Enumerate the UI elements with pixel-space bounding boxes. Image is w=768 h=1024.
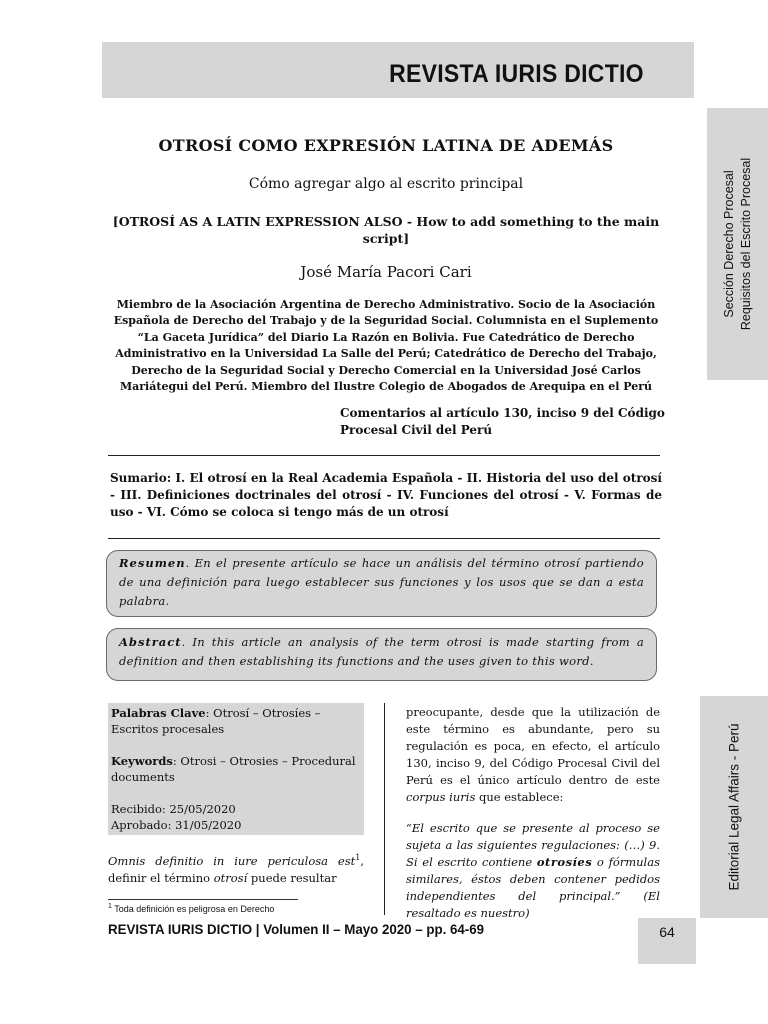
footnote-rule [108, 899, 298, 900]
legal-quote [406, 820, 660, 922]
right-column-text [406, 704, 660, 806]
side-tab-publisher-label: Editorial Legal Affairs - Perú [726, 723, 742, 891]
footer-journal: REVISTA IURIS DICTIO [108, 921, 253, 937]
page-number-box [638, 918, 696, 964]
summary-top-rule [108, 455, 660, 456]
quote-text-a: “El escrito que se presente al proceso se sujeta a las siguientes regulaciones: (…) 9. Si el escrito contiene [406, 821, 660, 869]
journal-title: REVISTA IURIS DICTIO [389, 60, 644, 88]
abstract-text: . In this article an analysis of the term otrosi is made starting from a definition and then establishing its functions and the uses given to this word. [119, 635, 644, 668]
quote-text-b: o fórmulas similares, éstos deben contener pedidos independientes del principal.” (El resaltado es nuestro) [406, 855, 660, 920]
corpus-iuris: corpus iuris [406, 790, 476, 804]
abstract-box [106, 628, 657, 681]
summary-bottom-rule [108, 538, 660, 539]
author-name: José María Pacori Cari [300, 263, 472, 281]
header-band [102, 42, 694, 98]
palabras-clave [111, 705, 361, 737]
side-tab-section [707, 108, 768, 380]
footnote-number: 1 [108, 903, 112, 910]
side-tab-section-line2: Requisitos del Escrito Procesal [738, 157, 753, 331]
column-divider [384, 703, 385, 915]
approved-date: Aprobado: 31/05/2020 [111, 818, 242, 832]
right-text-a: preocupante, desde que la utilización de este término es abundante, pero su regulación es poca, en efecto, el artículo 130, inciso 9, del Código Procesal Civil del Perú es el único artículo dentro de este [406, 705, 660, 787]
author-bio: Miembro de la Asociación Argentina de Derecho Administrativo. Socio de la Asociación Española de Derecho del Trabajo y de la Seguridad Social. Columnista en el Suplemento “La Gaceta Jurídica” del Diario La Razón en Bolivia. Fue Catedrático de Derecho Administrativo en la Universidad La Salle del Perú; Catedrático de Derecho del Trabajo, Derecho de la Seguridad Social y Derecho Comercial en la Universidad José Carlos Mariátegui del Perú. Miembro del Ilustre Colegio de Abogados de Arequipa en el Perú [113, 298, 659, 394]
resumen-box [106, 550, 657, 617]
left-column-text [108, 849, 364, 887]
keywords-english [111, 753, 361, 785]
summary: Sumario: I. El otrosí en la Real Academia Española - II. Historia del uso del otrosí - III. Definiciones doctrinales del otrosí - IV. Funciones del otrosí - V. Formas de uso - VI. Cómo se coloca si tengo más de un otrosí [110, 471, 662, 519]
left-text-b: puede resultar [247, 870, 337, 885]
palabras-clave-label: Palabras Clave [111, 706, 206, 720]
article-title: OTROSÍ COMO EXPRESIÓN LATINA DE ADEMÁS [158, 136, 614, 155]
page-number: 64 [659, 924, 675, 940]
side-tab-section-line1: Sección Derecho Procesal [721, 170, 736, 318]
palabras-clave-value: : Otrosí – Otrosíes – Escritos procesales [111, 706, 321, 736]
commentary-note: Comentarios al artículo 130, inciso 9 del Código Procesal Civil del Perú [340, 406, 665, 437]
keywords-panel [108, 703, 364, 835]
abstract-label: Abstract [119, 635, 182, 649]
footnote-ref[interactable]: 1 [355, 853, 361, 862]
received-date: Recibido: 25/05/2020 [111, 802, 236, 816]
keywords-value: : Otrosi – Otrosies – Procedural documents [111, 754, 356, 784]
resumen-label: Resumen [119, 556, 186, 570]
footer-volume: | Volumen II – Mayo 2020 – pp. 64-69 [252, 921, 484, 937]
right-text-b: que establece: [475, 790, 564, 804]
footer-citation [108, 921, 484, 937]
footnote [108, 903, 408, 914]
otrosi-term: otrosí [213, 870, 248, 885]
resumen-text: . En el presente artículo se hace un análisis del término otrosí partiendo de una definición para luego establecer sus funciones y los usos que se dan a esta palabra. [119, 556, 644, 608]
keywords-label: Keywords [111, 754, 173, 768]
quote-bold: otrosíes [536, 855, 593, 869]
side-tab-publisher [700, 696, 768, 918]
english-title: [OTROSÍ AS A LATIN EXPRESSION ALSO - How to add something to the main script] [112, 214, 660, 246]
footnote-text: Toda definición es peligrosa en Derecho [111, 904, 275, 914]
latin-maxim: Omnis definitio in iure periculosa est [108, 853, 356, 868]
article-subtitle: Cómo agregar algo al escrito principal [248, 176, 524, 192]
side-tab-section-label [721, 158, 755, 330]
left-text-a: , definir el término [108, 853, 364, 885]
